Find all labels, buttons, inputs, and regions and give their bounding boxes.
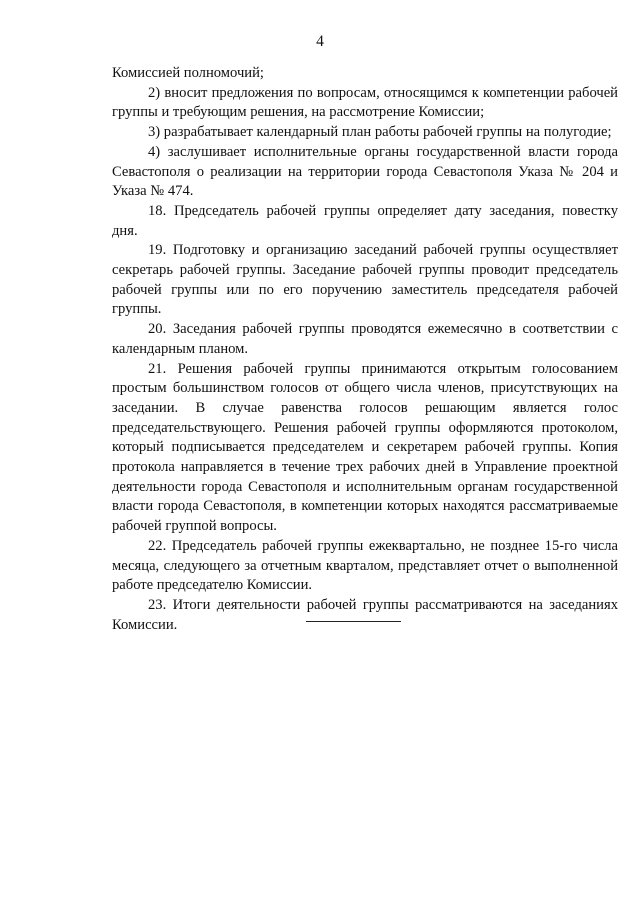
document-body bbox=[112, 64, 618, 635]
paragraph-22: 22. Председатель рабочей группы ежеквартально, не позднее 15-го числа месяца, следующего за отчетным кварталом, представляет отчет о выполненной работе председателю Комиссии. bbox=[112, 537, 618, 594]
page-number: 4 bbox=[316, 33, 324, 50]
paragraph-item-3: 3) разрабатывает календарный план работы рабочей группы на полугодие; bbox=[148, 124, 612, 141]
paragraph-21: 21. Решения рабочей группы принимаются открытым голосованием простым большинством голосов от общего числа членов, присутствующих на заседании. В случае равенства голосов решающим является голос председательствующего. Решения рабочей группы оформляются протоколом, который подписывается председателем и секретарем рабочей группы. Копия протокола направляется в течение трех рабочих дней в Управление проектной деятельности города Севастополя и исполнительным органам государственной власти города Севастополя, в компетенции которых находятся рассматриваемые рабочей группой вопросы. bbox=[112, 360, 618, 535]
paragraph-20: 20. Заседания рабочей группы проводятся ежемесячно в соответствии с календарным планом. bbox=[112, 321, 618, 357]
paragraph-18: 18. Председатель рабочей группы определяет дату заседания, повестку дня. bbox=[112, 202, 618, 239]
paragraph-item-2: 2) вносит предложения по вопросам, относящимся к компетенции рабочей группы и требующим решения, на рассмотрение Комиссии; bbox=[112, 84, 618, 121]
paragraph-19: 19. Подготовку и организацию заседаний рабочей группы осуществляет секретарь рабочей группы. Заседание рабочей группы проводит председатель рабочей группы или по его поручению заместитель председателя рабочей группы. bbox=[112, 242, 618, 318]
closing-separator-line bbox=[306, 621, 401, 622]
paragraph-23: 23. Итоги деятельности рабочей группы рассматриваются на заседаниях Комиссии. bbox=[112, 596, 618, 633]
paragraph-continuation: Комиссией полномочий; bbox=[112, 65, 264, 81]
paragraph-item-4: 4) заслушивает исполнительные органы государственной власти города Севастополя о реализации на территории города Севастополя Указа № 204 и Указа № 474. bbox=[112, 143, 618, 200]
